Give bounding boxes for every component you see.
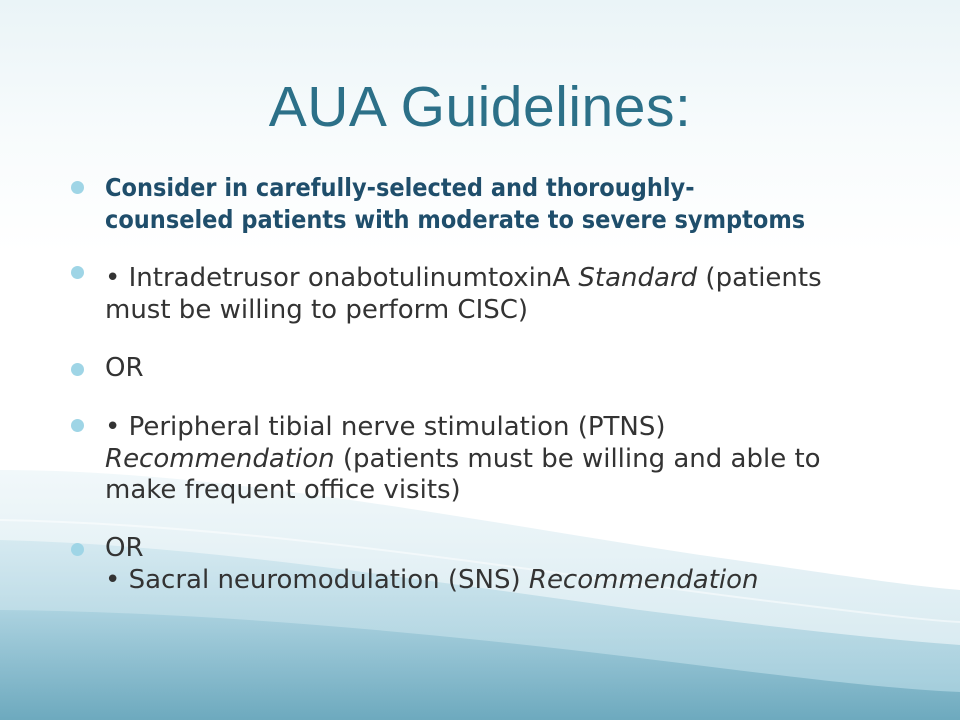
slide-title: AUA Guidelines: [268,75,692,139]
bullet-dot-icon [71,181,84,194]
bullet-dot-icon [71,266,84,279]
bullet-dot-icon [71,543,84,556]
bullet-botox-post: (patients must be willing to perform CISC) [105,263,822,325]
bullet-sns-italic: Recommendation [528,564,759,595]
bullet-botox-italic: Standard [578,263,698,293]
bullet-botox-pre: • Intradetrusor onabotulinumtoxinA [105,263,579,293]
bullet-sns-pre: OR • Sacral neuromodulation (SNS) [105,533,521,595]
bullet-or-text: OR [105,353,144,383]
bullet-ptns-post: (patients must be willing and able to make frequent office visits) [105,443,821,505]
bullet-ptns-text [105,412,905,507]
bullet-dot-icon [71,363,84,376]
bullet-ptns-pre: • Peripheral tibial nerve stimulation (PTNS) [105,412,666,442]
bullet-botox-text [105,263,905,326]
bullet-ptns-italic: Recommendation [105,443,335,474]
bullet-sns-text [105,533,905,596]
bullet-consider-text: Consider in carefully-selected and thoroughly- counseled patients with moderate to severe symptoms [105,173,806,234]
bullet-dot-icon [71,419,84,432]
